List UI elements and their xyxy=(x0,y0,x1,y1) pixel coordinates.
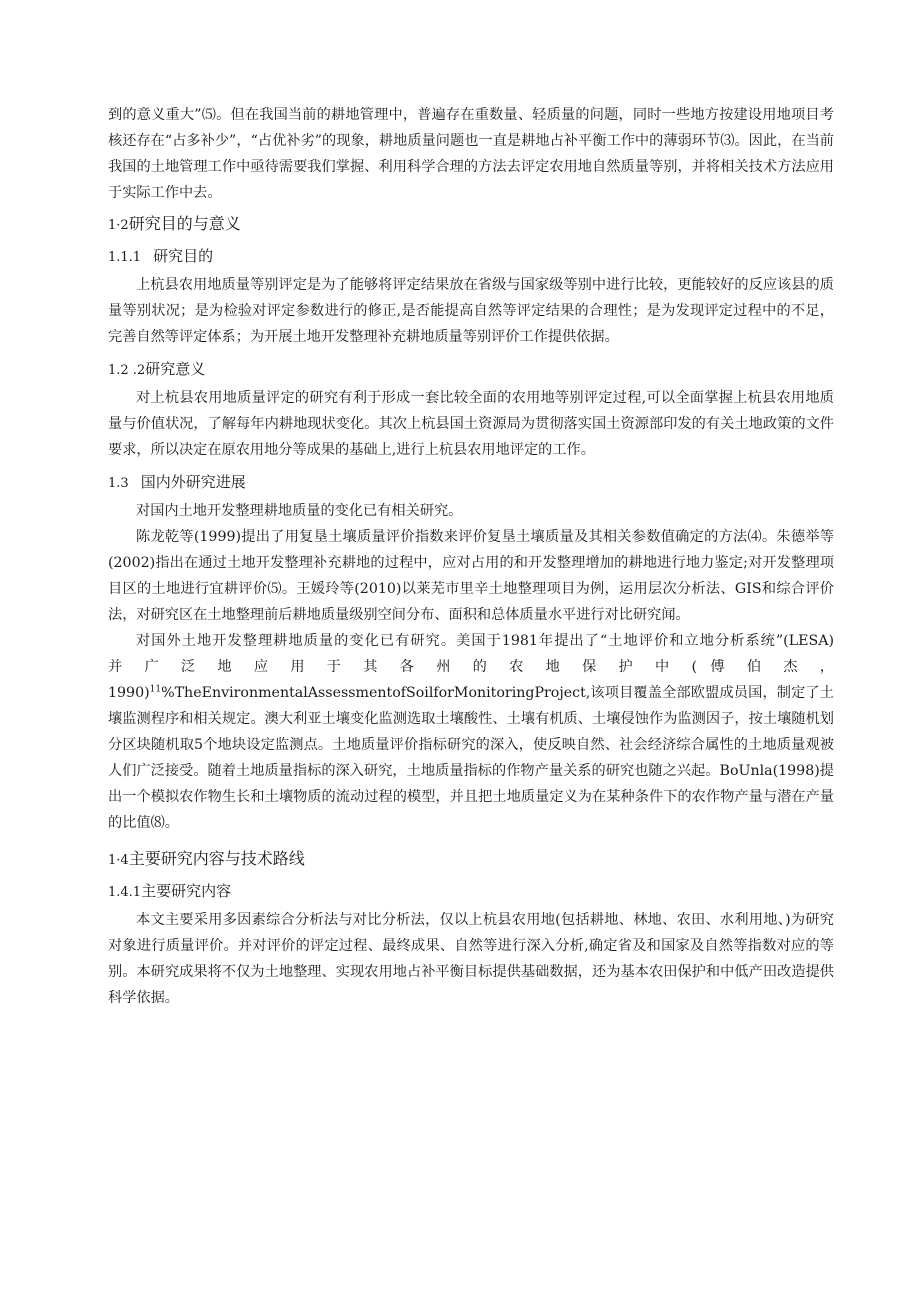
subsection-title: 研究目的 xyxy=(153,247,214,265)
paragraph-foreign-research xyxy=(108,680,834,836)
subsection-heading-1-2-2 xyxy=(108,358,834,382)
subsection-number: 1.4.1 xyxy=(108,885,142,900)
subsection-number: 1.2 .2 xyxy=(108,363,146,378)
subsection-title: 主要研究内容 xyxy=(141,882,232,900)
subsection-number: 1.1.1 xyxy=(108,250,142,265)
subsection-title: 研究意义 xyxy=(145,360,206,378)
paragraph-domestic-research: 陈龙乾等(1999)提出了用复垦土壤质量评价指数来评价复垦土壤质量及其相关参数值确定的方法⑷。朱德举等(2002)指出在通过土地开发整理补充耕地的过程中，应对占用的和开发整理增加的耕地进行地力鉴定;对开发整理项目区的土地进行宜耕评价⑸。王媛玲等(2010)以莱芜市里辛土地整理项目为例，运用层次分析法、GIS和综合评价法，对研究区在土地整理前后耕地质量级别空间分布、面积和总体质量水平进行对比研究闻。 xyxy=(108,529,834,623)
subsection-title: 国内外研究进展 xyxy=(140,473,246,491)
paragraph-foreign-body: %TheEnvironmentalAssessmentofSoilforMonitoringProject,该项目覆盖全部欧盟成员国，制定了土壤监测程序和相关规定。澳大利亚土壤变化监测选取土壤酸性、土壤有机质、土壤侵蚀作为监测因子，按土壤随机划分区块随机取5个地块设定监测点。土地质量评价指标研究的深入，使反映自然、社会经济综合属性的土地质量观被人们广泛接受。随着土地质量指标的深入研究，土地质量指标的作物产量关系的研究也随之兴起。BoUnla(1998)提出一个模拟农作物生长和土壤物质的流动过程的模型，并且把土地质量定义为在某种条件下的农作物产量与潜在产量的比值⑻。 xyxy=(108,685,834,831)
section-number: 1·2 xyxy=(108,218,129,233)
paragraph-main-content: 本文主要采用多因素综合分析法与对比分析法，仅以上杭县农用地(包括耕地、林地、农田、水利用地、)为研究对象进行质量评价。并对评价的评定过程、最终成果、自然等进行深入分析,确定省及和国家及自然等指数对应的等别。本研究成果将不仅为土地整理、实现农用地占补平衡目标提供基础数据，还为基本农田保护和中低产田改造提供科学依据。 xyxy=(108,912,834,1006)
section-heading-1-4 xyxy=(108,848,834,872)
citation-superscript: 11 xyxy=(149,684,162,695)
subsection-heading-1-3 xyxy=(108,471,834,495)
section-number: 1·4 xyxy=(108,853,129,868)
paragraph-foreign-line1: 对国外土地开发整理耕地质量的变化已有研究。美国于1981年提出了“土地评价和立地分析系统”(LESA) xyxy=(136,633,834,649)
section-heading-1-2 xyxy=(108,213,834,237)
paragraph-research-purpose: 上杭县农用地质量等别评定是为了能够将评定结果放在省级与国家级等别中进行比较，更能较好的反应该县的质量等别状况；是为检验对评定参数进行的修正,是否能提高自然等评定结果的合理性；是为发现评定过程中的不足，完善自然等评定体系；为开展土地开发整理补充耕地质量等别评价工作提供依据。 xyxy=(108,277,834,345)
section-title: 主要研究内容与技术路线 xyxy=(128,849,305,868)
text-column xyxy=(108,102,834,1011)
paragraph-research-significance: 对上杭县农用地质量评定的研究有利于形成一套比较全面的农用地等别评定过程,可以全面掌握上杭县农用地质量与价值状况，了解每年内耕地现状变化。其次上杭县国土资源局为贯彻落实国土资源部印发的有关土地政策的文件要求，所以决定在原农用地分等成果的基础上,进行上杭县农用地评定的工作。 xyxy=(108,390,834,458)
paragraph-domestic-intro: 对国内土地开发整理耕地质量的变化已有相关研究。 xyxy=(136,503,463,519)
subsection-heading-1-1-1 xyxy=(108,245,834,269)
subsection-heading-1-4-1 xyxy=(108,880,834,904)
citation-year: 1990) xyxy=(108,685,150,701)
paragraph-foreign-line2: 并 广 泛 地 应 用 于 其 各 州 的 农 地 保 护 中 ( 傅 伯 杰 ， xyxy=(108,659,834,675)
section-title: 研究目的与意义 xyxy=(128,214,241,233)
intro-paragraph: 到的意义重大”⑸。但在我国当前的耕地管理中，普遍存在重数量、轻质量的问题，同时一些地方按建设用地项目考核还存在“占多补少”，“占优补劣”的现象，耕地质量问题也一直是耕地占补平衡工作中的薄弱环节⑶。因此，在当前我国的土地管理工作中亟待需要我们掌握、利用科学合理的方法去评定农用地自然质量等别，并将相关技术方法应用于实际工作中去。 xyxy=(108,107,834,201)
subsection-number: 1.3 xyxy=(108,476,129,491)
